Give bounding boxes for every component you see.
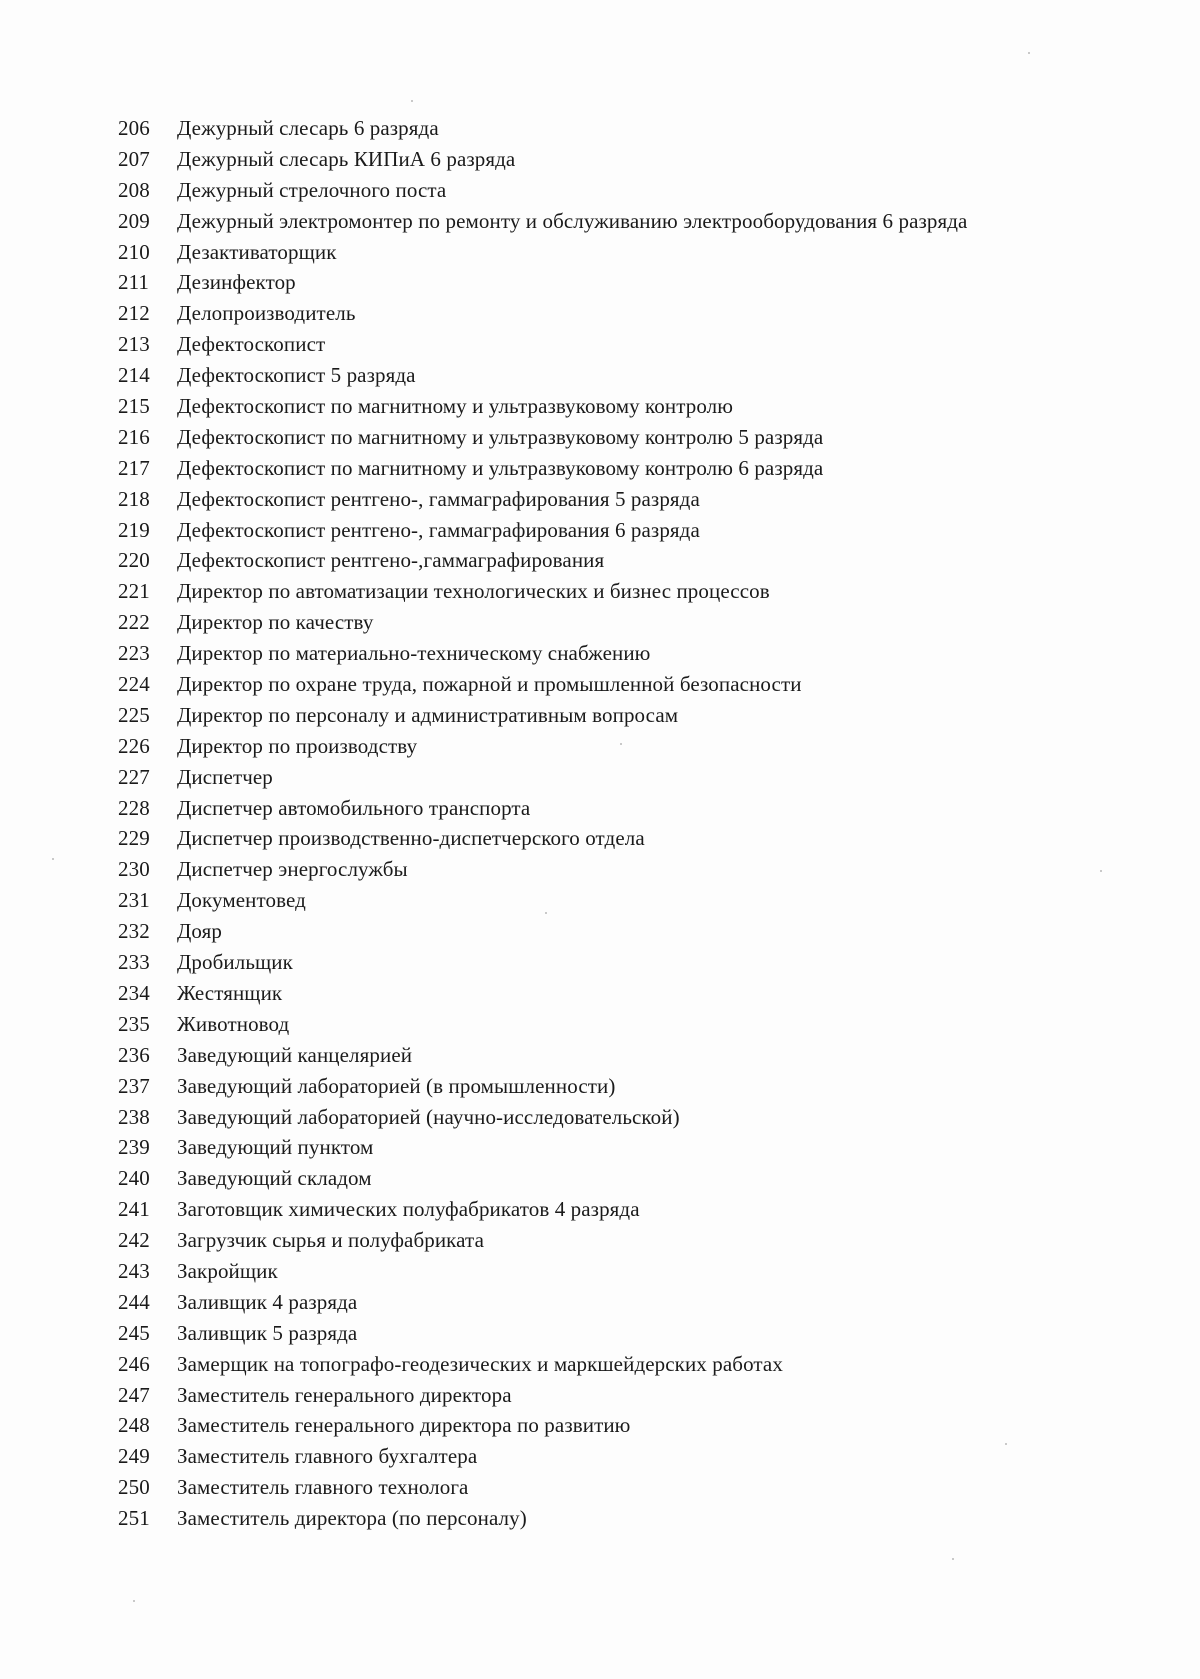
item-title: Дежурный слесарь КИПиА 6 разряда <box>177 146 516 171</box>
item-number: 228 <box>118 795 150 820</box>
item-title: Дояр <box>177 919 222 944</box>
list-item <box>118 515 967 546</box>
item-title: Дробильщик <box>177 950 293 975</box>
item-title: Животновод <box>177 1011 290 1036</box>
item-number: 249 <box>118 1444 150 1469</box>
list-item <box>118 607 967 638</box>
item-title: Директор по производству <box>177 733 418 758</box>
list-item <box>118 453 967 484</box>
list-item <box>118 1503 967 1534</box>
item-title: Дезактиваторщик <box>177 239 337 264</box>
item-title: Заведующий канцелярией <box>177 1042 413 1067</box>
item-title: Дефектоскопист рентгено-, гаммаграфирования 6 разряда <box>177 517 700 542</box>
list-item <box>118 1349 967 1380</box>
item-number: 208 <box>118 177 150 202</box>
item-number: 248 <box>118 1413 150 1438</box>
item-title: Заместитель главного технолога <box>177 1475 469 1500</box>
item-number: 247 <box>118 1382 150 1407</box>
list-item <box>118 422 967 453</box>
list-item <box>118 545 967 576</box>
list-item <box>118 1132 967 1163</box>
list-item <box>118 329 967 360</box>
item-title: Дежурный электромонтер по ремонту и обслуживанию электрооборудования 6 разряда <box>177 208 968 233</box>
item-title: Дежурный слесарь 6 разряда <box>177 116 439 140</box>
item-number: 245 <box>118 1320 150 1345</box>
item-title: Заведующий складом <box>177 1166 372 1191</box>
scan-speck <box>1100 870 1102 872</box>
item-number: 232 <box>118 919 150 944</box>
item-number: 235 <box>118 1011 150 1036</box>
list-item <box>118 237 967 268</box>
list-item <box>118 1410 967 1441</box>
item-number: 244 <box>118 1289 150 1314</box>
item-number: 233 <box>118 950 150 975</box>
list-item <box>118 978 967 1009</box>
item-number: 224 <box>118 672 150 697</box>
item-title: Дефектоскопист рентгено-,гаммаграфирования <box>177 548 605 573</box>
item-title: Директор по качеству <box>177 610 374 635</box>
list-item <box>118 823 967 854</box>
item-number: 231 <box>118 888 150 913</box>
item-number: 211 <box>118 270 150 295</box>
item-number: 251 <box>118 1506 150 1531</box>
item-title: Диспетчер автомобильного транспорта <box>177 795 531 820</box>
item-number: 241 <box>118 1197 150 1222</box>
item-title: Замерщик на топографо-геодезических и маркшейдерских работах <box>177 1351 783 1376</box>
list-item <box>118 638 967 669</box>
item-title: Заливщик 5 разряда <box>177 1320 358 1345</box>
list-item <box>118 113 967 144</box>
item-number: 237 <box>118 1073 150 1098</box>
scan-speck <box>545 912 547 914</box>
item-title: Закройщик <box>177 1258 278 1283</box>
item-number: 226 <box>118 733 150 758</box>
item-title: Дефектоскопист <box>177 332 326 357</box>
scan-speck <box>1028 52 1030 54</box>
item-title: Заместитель директора (по персоналу) <box>177 1506 527 1531</box>
list-item <box>118 1102 967 1133</box>
item-number: 225 <box>118 702 150 727</box>
item-number: 207 <box>118 146 150 171</box>
list-item <box>118 947 967 978</box>
item-number: 214 <box>118 363 150 388</box>
item-number: 219 <box>118 517 150 542</box>
item-number: 223 <box>118 641 150 666</box>
item-title: Дежурный стрелочного поста <box>177 177 447 202</box>
list-item <box>118 298 967 329</box>
item-number: 212 <box>118 301 150 326</box>
item-title: Диспетчер <box>177 764 273 789</box>
item-number: 243 <box>118 1258 150 1283</box>
item-number: 234 <box>118 980 150 1005</box>
item-title: Диспетчер энергослужбы <box>177 857 408 882</box>
item-number: 213 <box>118 332 150 357</box>
scan-speck <box>411 100 413 102</box>
list-item <box>118 1163 967 1194</box>
item-number: 222 <box>118 610 150 635</box>
list-item <box>118 206 967 237</box>
scan-speck <box>952 1558 954 1560</box>
item-title: Дефектоскопист по магнитному и ультразвуковому контролю 5 разряда <box>177 424 824 449</box>
item-title: Дезинфектор <box>177 270 296 295</box>
list-item <box>118 669 967 700</box>
list-item <box>118 267 967 298</box>
item-number: 239 <box>118 1135 150 1160</box>
item-title: Заливщик 4 разряда <box>177 1289 358 1314</box>
item-title: Диспетчер производственно-диспетчерского отдела <box>177 826 645 851</box>
scan-speck <box>133 1600 135 1602</box>
item-title: Заместитель главного бухгалтера <box>177 1444 478 1469</box>
list-item <box>118 700 967 731</box>
item-title: Директор по автоматизации технологических и бизнес процессов <box>177 579 770 604</box>
item-number: 220 <box>118 548 150 573</box>
item-number: 218 <box>118 486 150 511</box>
item-number: 210 <box>118 239 150 264</box>
item-title: Заместитель генерального директора по развитию <box>177 1413 631 1438</box>
item-number: 227 <box>118 764 150 789</box>
item-number: 221 <box>118 579 150 604</box>
item-title: Жестянщик <box>177 980 283 1005</box>
item-number: 242 <box>118 1228 150 1253</box>
list-item <box>118 1287 967 1318</box>
item-number: 217 <box>118 455 150 480</box>
item-number: 209 <box>118 208 150 233</box>
list-item <box>118 1441 967 1472</box>
list-item <box>118 391 967 422</box>
item-number: 246 <box>118 1351 150 1376</box>
list-item <box>118 793 967 824</box>
item-number: 238 <box>118 1104 150 1129</box>
item-number: 230 <box>118 857 150 882</box>
item-title: Заведующий пунктом <box>177 1135 374 1160</box>
list-item <box>118 762 967 793</box>
list-item <box>118 731 967 762</box>
item-number: 216 <box>118 424 150 449</box>
scan-speck <box>52 858 54 860</box>
list-item <box>118 576 967 607</box>
item-title: Загрузчик сырья и полуфабриката <box>177 1228 484 1253</box>
list-item <box>118 1225 967 1256</box>
item-number: 250 <box>118 1475 150 1500</box>
list-item <box>118 916 967 947</box>
item-title: Дефектоскопист по магнитному и ультразвуковому контролю 6 разряда <box>177 455 824 480</box>
item-title: Документовед <box>177 888 306 913</box>
list-item <box>118 854 967 885</box>
list-item <box>118 1040 967 1071</box>
scan-speck <box>620 743 622 745</box>
list-item <box>118 1194 967 1225</box>
item-number: 240 <box>118 1166 150 1191</box>
item-title: Заведующий лабораторией (научно-исследовательской) <box>177 1104 680 1129</box>
scan-speck <box>1005 1443 1007 1445</box>
item-title: Дефектоскопист 5 разряда <box>177 363 416 388</box>
list-item <box>118 1472 967 1503</box>
item-title: Делопроизводитель <box>177 301 356 326</box>
item-number: 215 <box>118 394 150 419</box>
item-title: Заведующий лабораторией (в промышленности) <box>177 1073 616 1098</box>
list-item <box>118 360 967 391</box>
item-title: Заготовщик химических полуфабрикатов 4 разряда <box>177 1197 640 1222</box>
item-title: Дефектоскопист рентгено-, гаммаграфирования 5 разряда <box>177 486 700 511</box>
list-item <box>118 1256 967 1287</box>
item-number: 229 <box>118 826 150 851</box>
list-item <box>118 885 967 916</box>
list-item <box>118 1071 967 1102</box>
item-title: Директор по материально-техническому снабжению <box>177 641 651 666</box>
list-item <box>118 144 967 175</box>
item-number: 236 <box>118 1042 150 1067</box>
list-item <box>118 484 967 515</box>
list-item <box>118 1380 967 1411</box>
item-title: Директор по персоналу и административным вопросам <box>177 702 679 727</box>
item-title: Заместитель генерального директора <box>177 1382 512 1407</box>
job-title-list <box>118 113 967 1534</box>
item-number: 206 <box>118 116 150 140</box>
list-item <box>118 1009 967 1040</box>
item-title: Директор по охране труда, пожарной и промышленной безопасности <box>177 672 802 697</box>
list-item <box>118 1318 967 1349</box>
item-title: Дефектоскопист по магнитному и ультразвуковому контролю <box>177 394 734 419</box>
list-item <box>118 175 967 206</box>
